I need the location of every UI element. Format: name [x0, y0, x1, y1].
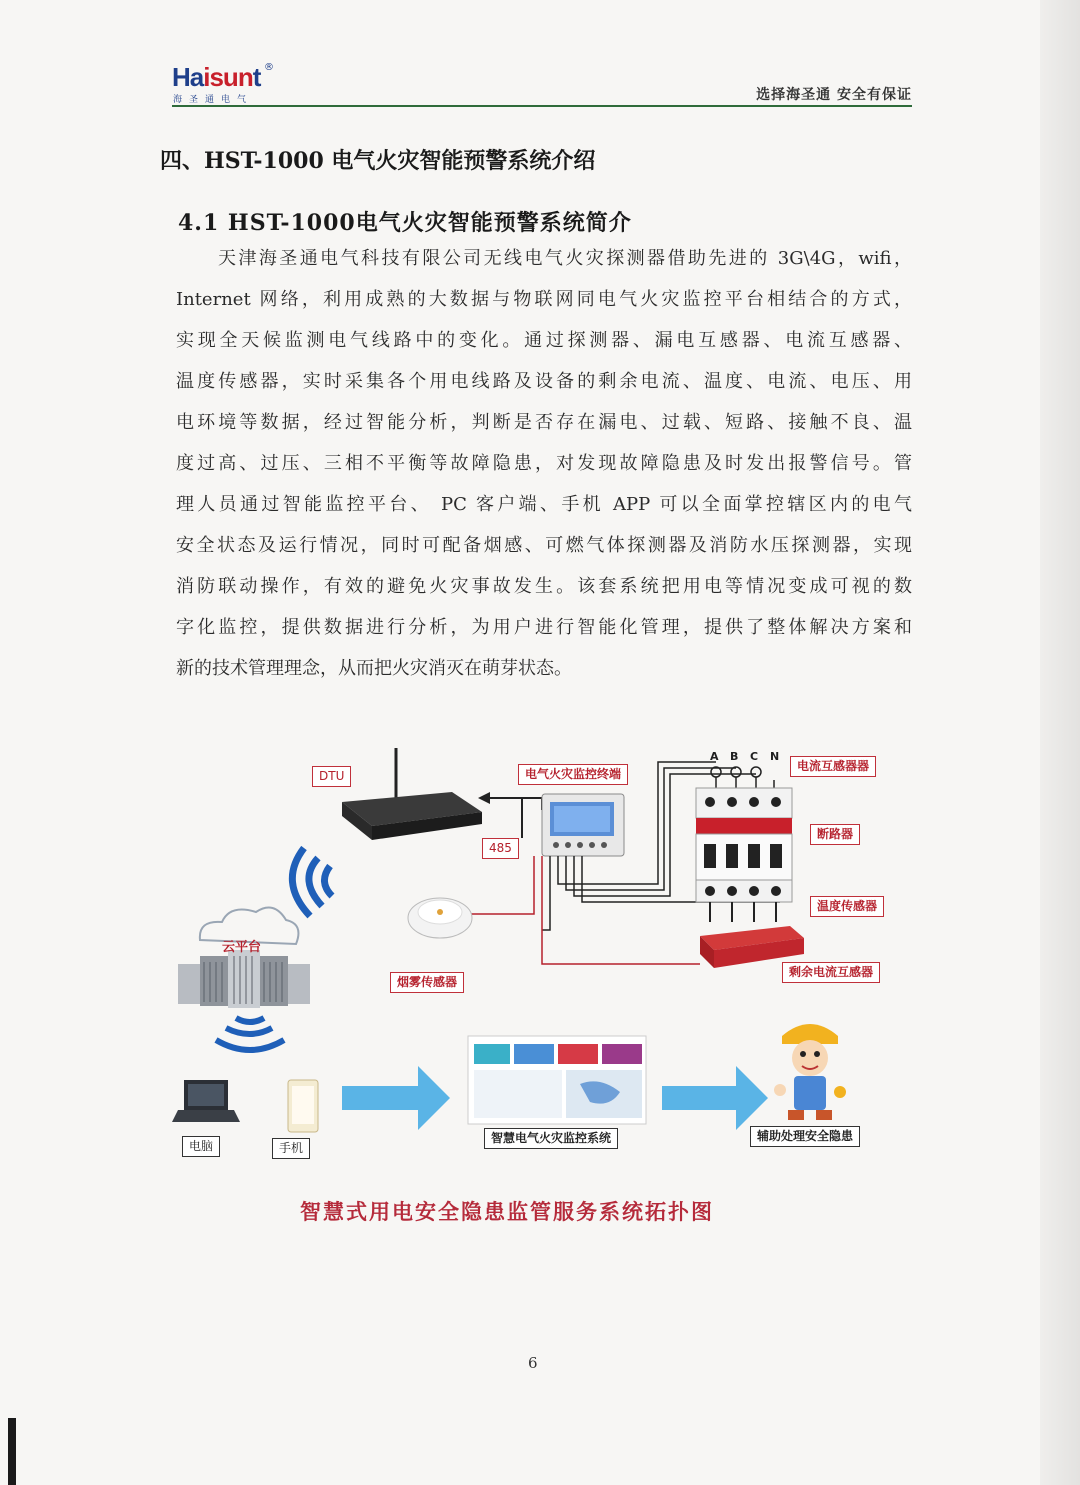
body-line: 度过高、过压、三相不平衡等故障隐患，对发现故障隐患及时发出报警信号。管	[176, 453, 912, 474]
body-line: 天津海圣通电气科技有限公司无线电气火灾探测器借助先进的 3G\4G，wifi，	[218, 248, 912, 269]
phone-label: 手机	[272, 1138, 310, 1159]
wireless-signal-lower-icon	[216, 1018, 284, 1050]
body-line: 消防联动操作，有效的避免火灾事故发生。该套系统把用电等情况变成可视的数	[176, 576, 912, 597]
dashboard-preview-icon	[468, 1036, 646, 1124]
phone-icon	[288, 1080, 318, 1132]
monitor-terminal-icon	[542, 794, 624, 856]
figure-caption: 智慧式用电安全隐患监管服务系统拓扑图	[300, 1200, 714, 1224]
page-number: 6	[528, 1354, 538, 1372]
terminal-label: 电气火灾监控终端	[518, 764, 628, 785]
server-rack-icon	[178, 950, 310, 1008]
body-line: 理人员通过智能监控平台、 PC 客户端、手机 APP 可以全面掌控辖区内的电气	[176, 494, 912, 515]
phase-c-label: C	[750, 750, 759, 763]
dtu-device-icon	[342, 748, 482, 840]
body-line: 温度传感器，实时采集各个用电线路及设备的剩余电流、温度、电流、电压、用	[176, 371, 912, 392]
link-terminal-dtu	[488, 798, 542, 810]
header-slogan: 选择海圣通 安全有保证	[756, 87, 912, 103]
safety-worker-icon	[774, 1024, 846, 1120]
arrowhead-icon	[478, 792, 490, 804]
body-line: 电环境等数据，经过智能分析，判断是否存在漏电、过载、短路、接触不良、温	[176, 412, 912, 433]
phase-a-label: A	[710, 750, 719, 763]
smoke-sensor-icon	[408, 898, 472, 938]
circuit-breaker-icon	[696, 788, 792, 922]
smoke-wire	[470, 856, 534, 914]
ct-label: 电流互感器器	[790, 756, 876, 777]
flow-arrow-icon	[342, 1066, 450, 1130]
pc-label: 电脑	[182, 1136, 220, 1157]
dtu-label: DTU	[312, 766, 351, 787]
logo-wordmark: Haisunt	[172, 62, 261, 92]
subsection-title: 4.1 HST-1000电气火灾智能预警系统简介	[178, 210, 632, 236]
wireless-signal-icon	[292, 848, 332, 916]
phase-terminals-icon	[711, 767, 774, 788]
topology-diagram	[170, 740, 910, 1160]
diagram-graphics	[170, 740, 910, 1160]
body-line: 新的技术管理理念，从而把火灾消灭在萌芽状态。	[176, 658, 572, 679]
page-edge	[1040, 0, 1080, 1485]
body-line: Internet 网络，利用成熟的大数据与物联网同电气火灾监控平台相结合的方式，	[176, 289, 912, 310]
monitoring-system-label: 智慧电气火灾监控系统	[484, 1128, 618, 1149]
phase-b-label: B	[730, 750, 739, 763]
flow-arrow-icon	[662, 1066, 768, 1130]
breaker-label: 断路器	[810, 824, 860, 845]
phase-n-label: N	[770, 750, 780, 763]
header-rule	[172, 105, 912, 107]
body-line: 实现全天候监测电气线路中的变化。通过探测器、漏电互感器、电流互感器、	[176, 330, 912, 351]
laptop-icon	[172, 1080, 240, 1122]
logo-registered-mark: ®	[264, 62, 274, 73]
port-label: 485	[482, 838, 519, 859]
cloud-platform-label: 云平台	[222, 940, 262, 955]
body-line: 安全状态及运行情况，同时可配备烟感、可燃气体探测器及消防水压探测器，实现	[176, 535, 912, 556]
temperature-sensor-label: 温度传感器	[810, 896, 884, 917]
company-logo	[172, 62, 282, 106]
smoke-sensor-label: 烟雾传感器	[390, 972, 464, 993]
residual-ct-label: 剩余电流互感器	[782, 962, 880, 983]
section-title: 四、HST-1000 电气火灾智能预警系统介绍	[160, 148, 596, 174]
logo-subtitle: 海圣通电气	[173, 95, 254, 105]
scan-mark	[8, 1418, 16, 1485]
assist-handling-label: 辅助处理安全隐患	[750, 1126, 860, 1147]
body-line: 字化监控，提供数据进行分析，为用户进行智能化管理，提供了整体解决方案和	[176, 617, 912, 638]
